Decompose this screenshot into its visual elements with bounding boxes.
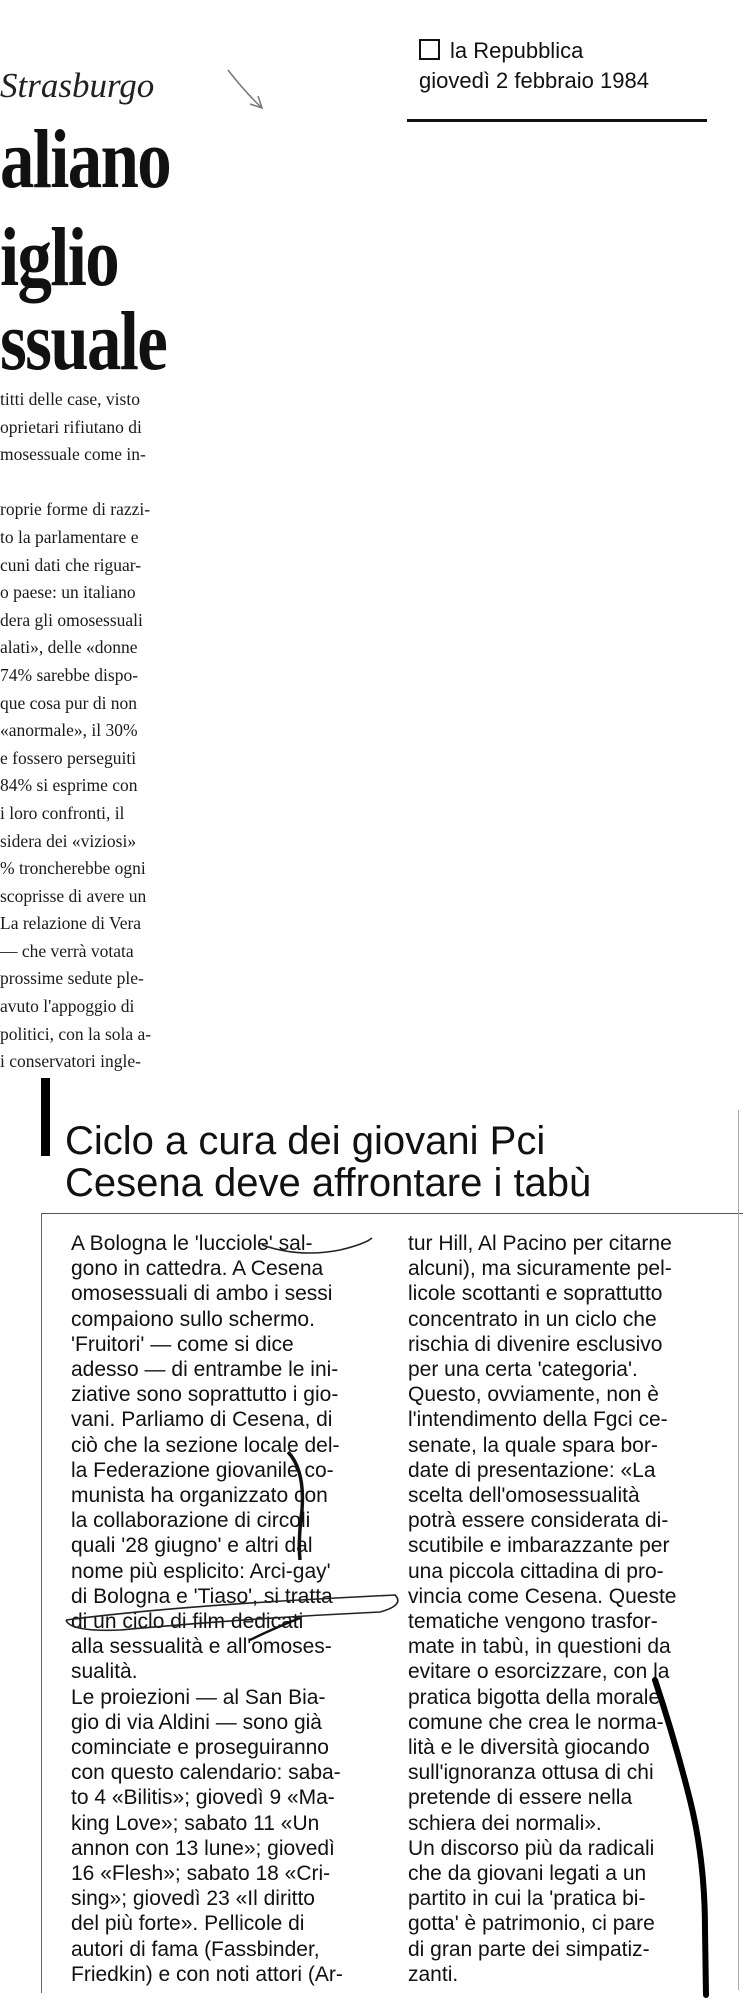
text-line: o paese: un italiano [0,582,136,603]
article-title-line: Ciclo a cura dei giovani Pci [65,1119,546,1163]
text-line: 84% si esprime con [0,775,138,796]
text-line: una piccola cittadina di pro- [408,1559,664,1583]
text-line: to la parlamentare e [0,526,139,547]
text-line: partito in cui la 'pratica bi- [408,1887,646,1911]
text-line: la collaborazione di circoli [71,1509,311,1533]
title-accent-bar [41,1078,50,1156]
text-line: gio di via Aldini — sono già [71,1710,322,1734]
text-line: di gran parte dei simpatiz- [408,1937,650,1961]
text-line: ciò che la sezione locale del- [71,1433,340,1457]
text-line: pratica bigotta della morale [408,1685,661,1709]
text-line: quali '28 giugno' e altri dal [71,1534,313,1558]
article-column-2 [408,1231,733,1987]
top-article-body [0,386,206,1076]
text-line: schiera dei normali». [408,1811,602,1835]
text-line: l'intendimento della Fgci ce- [408,1408,668,1432]
text-line: «anormale», il 30% [0,720,138,741]
text-line: cuni dati che riguar- [0,554,142,575]
publication-date: giovedì 2 febbraio 1984 [419,68,649,93]
text-line: i conservatori ingle- [0,1051,141,1072]
text-line: oprietari rifiutano di [0,416,142,437]
text-line: tematiche vengono trasfor- [408,1610,658,1634]
text-line: per una certa 'categoria'. [408,1358,638,1382]
text-line: potrà essere considerata di- [408,1509,669,1533]
article-column-1 [71,1231,396,1987]
text-line: evitare o esorcizzare, con la [408,1660,670,1684]
text-line: concentrato in un ciclo che [408,1307,657,1331]
text-line: zanti. [408,1962,459,1986]
text-line: gotta' è patrimonio, ci pare [408,1912,655,1936]
clipping-border-right [738,1110,739,1990]
text-line: avuto l'appoggio di [0,996,135,1017]
headline-line: aliano [0,113,171,206]
text-line: roprie forme di razzi- [0,499,151,520]
text-line: alla sessualità e all'omoses- [71,1635,332,1659]
text-line: nome più esplicito: Arci-gay' [71,1559,331,1583]
text-line: date di presentazione: «La [408,1458,656,1482]
headline-line: ssuale [0,295,167,388]
text-line: vincia come Cesena. Queste [408,1584,677,1608]
text-line: tur Hill, Al Pacino per citarne [408,1232,672,1255]
text-line: Un discorso più da radicali [408,1836,655,1860]
text-line: to 4 «Bilitis»; giovedì 9 «Ma- [71,1786,335,1810]
paper-name: la Repubblica [450,38,584,63]
text-line: prossime sedute ple- [0,968,144,989]
text-line: mosessuale come in- [0,444,146,465]
text-line: rischia di divenire esclusivo [408,1332,663,1356]
text-line: Questo, ovviamente, non è [408,1383,659,1407]
text-line: annon con 13 lune»; giovedì [71,1836,335,1860]
text-line: A Bologna le 'lucciole' sal- [71,1232,313,1255]
pen-arrow-mark [228,70,262,108]
text-line: 'Fruitori' — come si dice [71,1332,294,1356]
text-line: que cosa pur di non [0,692,138,713]
text-line: La relazione di Vera [0,913,142,934]
text-line: compaiono sullo schermo. [71,1307,315,1331]
text-line: cominciate e proseguiranno [71,1736,329,1760]
text-line: omosessuali di ambo i sessi [71,1282,333,1306]
text-line: senate, la quale spara bor- [408,1433,658,1457]
text-line: scoprisse di avere un [0,885,147,906]
text-line: 16 «Flesh»; sabato 18 «Cri- [71,1862,331,1886]
text-line: — che verrà votata [0,940,134,961]
text-line: politici, con la sola a- [0,1023,152,1044]
text-line: sualità. [71,1660,138,1684]
text-line: alcuni), ma sicuramente pel- [408,1257,672,1281]
article-title-line: Cesena deve affrontare i tabù [65,1161,592,1205]
text-line: del più forte». Pellicole di [71,1912,305,1936]
text-line: sidera dei «viziosi» [0,830,137,851]
stamp-underline [407,119,707,122]
text-line: che da giovani legati a un [408,1862,647,1886]
text-line [0,469,206,497]
text-line: di Bologna e 'Tiaso', si tratta [71,1584,333,1608]
text-line: e fossero perseguiti [0,747,137,768]
text-line: gono in cattedra. A Cesena [71,1257,324,1281]
pen-arrow-mark [250,96,262,108]
text-line: dera gli omosessuali [0,609,143,630]
text-line: licole scottanti e soprattutto [408,1282,663,1306]
text-line: adesso — di entrambe le ini- [71,1358,339,1382]
text-line: Le proiezioni — al San Bia- [71,1685,326,1709]
text-line: Friedkin) e con noti attori (Ar- [71,1962,343,1986]
headline-line: iglio [0,211,119,304]
clipping-border-top [41,1213,743,1214]
text-line: di un ciclo di film dedicati [71,1610,304,1634]
text-line: autori di fama (Fassbinder, [71,1937,320,1961]
text-line: scutibile e imbarazzante per [408,1534,670,1558]
text-line: lità e le diversità giocando [408,1736,650,1760]
clipping-border-left [41,1213,42,1993]
text-line: sull'ignoranza ottusa di chi [408,1761,654,1785]
text-line: ziative sono soprattutto i gio- [71,1383,339,1407]
checkbox-square-icon [419,39,440,60]
text-line: comune che crea le norma- [408,1710,664,1734]
text-line: con questo calendario: saba- [71,1761,341,1785]
text-line: king Love»; sabato 11 «Un [71,1811,320,1835]
text-line: titti delle case, visto [0,389,140,409]
article-kicker: Strasburgo [0,66,155,105]
text-line: vani. Parliamo di Cesena, di [71,1408,333,1432]
text-line: i loro confronti, il [0,802,125,823]
text-line: 74% sarebbe dispo- [0,664,139,685]
text-line: la Federazione giovanile co- [71,1458,334,1482]
newspaper-stamp [419,38,649,94]
text-line: alati», delle «donne [0,637,138,658]
text-line: % troncherebbe ogni [0,858,146,879]
text-line: pretende di essere nella [408,1786,633,1810]
text-line: mate in tabù, in questioni da [408,1635,671,1659]
text-line: sing»; giovedì 23 «Il diritto [71,1887,315,1911]
text-line: munista ha organizzato con [71,1484,328,1508]
text-line: scelta dell'omosessualità [408,1484,640,1508]
paper-name-line [419,38,649,64]
